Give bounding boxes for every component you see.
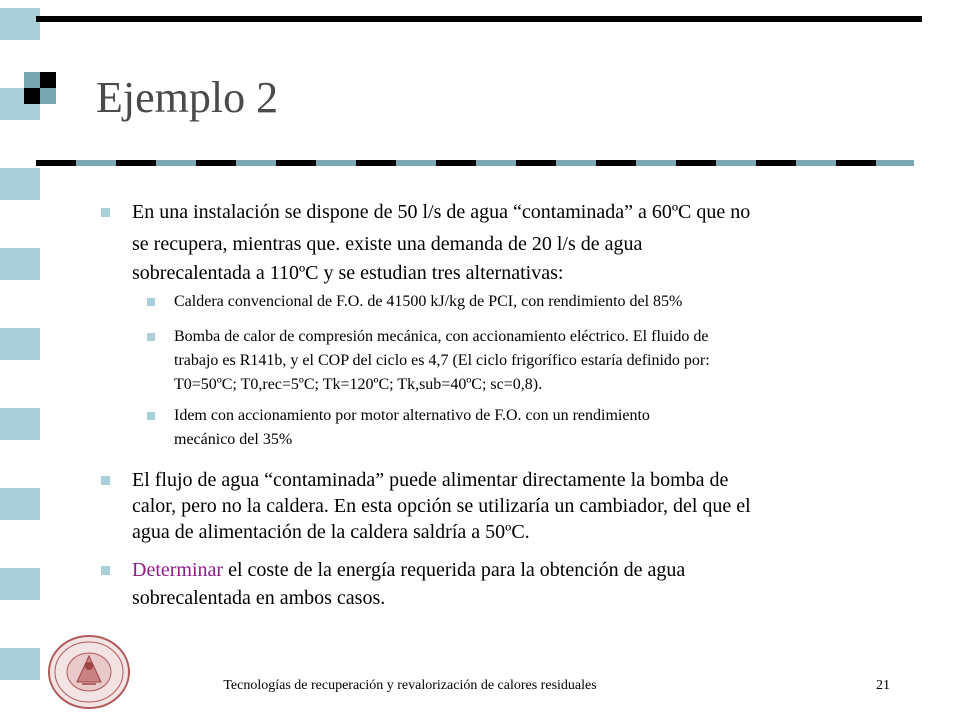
sub-bullet-3-line-1: Idem con accionamiento por motor alternativo de F.O. con un rendimiento xyxy=(174,407,650,424)
bullet-1-line-2: se recupera, mientras que. existe una demanda de 20 l/s de agua xyxy=(132,233,643,255)
highlight-determinar: Determinar xyxy=(132,559,224,581)
bullet-1-line-3: sobrecalentada a 110ºC y se estudian tres alternativas: xyxy=(132,262,564,284)
checkered-squares-icon xyxy=(24,72,56,104)
sub-bullet-3-line-2: mecánico del 35% xyxy=(174,431,293,448)
left-decorative-strip xyxy=(0,0,40,720)
bullet-2-line-3: agua de alimentación de la caldera saldría a 50ºC. xyxy=(132,521,530,543)
bullet-3-line-1-rest: el coste de la energía requerida para la obtención de agua xyxy=(223,559,686,581)
top-rule xyxy=(36,16,922,22)
sub-bullet-square-icon xyxy=(147,412,155,420)
bullet-square-icon xyxy=(101,566,110,575)
bullet-3-line-2: sobrecalentada en ambos casos. xyxy=(132,587,386,609)
bullet-2-line-2: calor, pero no la caldera. En esta opción se utilizaría un cambiador, del que el xyxy=(132,495,751,517)
page-number: 21 xyxy=(876,678,890,693)
slide-title: Ejemplo 2 xyxy=(96,73,279,122)
title-rule xyxy=(36,160,914,166)
university-seal-icon xyxy=(44,632,134,712)
sub-bullet-2-line-3: T0=50ºC; T0,rec=5ºC; Tk=120ºC; Tk,sub=40ºC; sc=0,8). xyxy=(174,376,543,393)
sub-bullet-2-line-2: trabajo es R141b, y el COP del ciclo es 4,7 (El ciclo frigorífico estaría definido por: xyxy=(174,352,710,369)
bullet-2-line-1: El flujo de agua “contaminada” puede alimentar directamente la bomba de xyxy=(132,469,729,491)
sub-bullet-square-icon xyxy=(147,333,155,341)
bullet-square-icon xyxy=(101,476,110,485)
sub-bullet-1: Caldera convencional de F.O. de 41500 kJ/kg de PCI, con rendimiento del 85% xyxy=(174,293,683,310)
bullet-square-icon xyxy=(101,208,110,217)
bullet-3-line-1 xyxy=(132,556,685,584)
sub-bullet-square-icon xyxy=(147,298,155,306)
sub-bullet-2-line-1: Bomba de calor de compresión mecánica, con accionamiento eléctrico. El fluido de xyxy=(174,328,709,345)
bullet-1-line-1: En una instalación se dispone de 50 l/s de agua “contaminada” a 60ºC que no xyxy=(132,201,751,223)
footer-text: Tecnologías de recuperación y revalorización de calores residuales xyxy=(223,678,597,693)
